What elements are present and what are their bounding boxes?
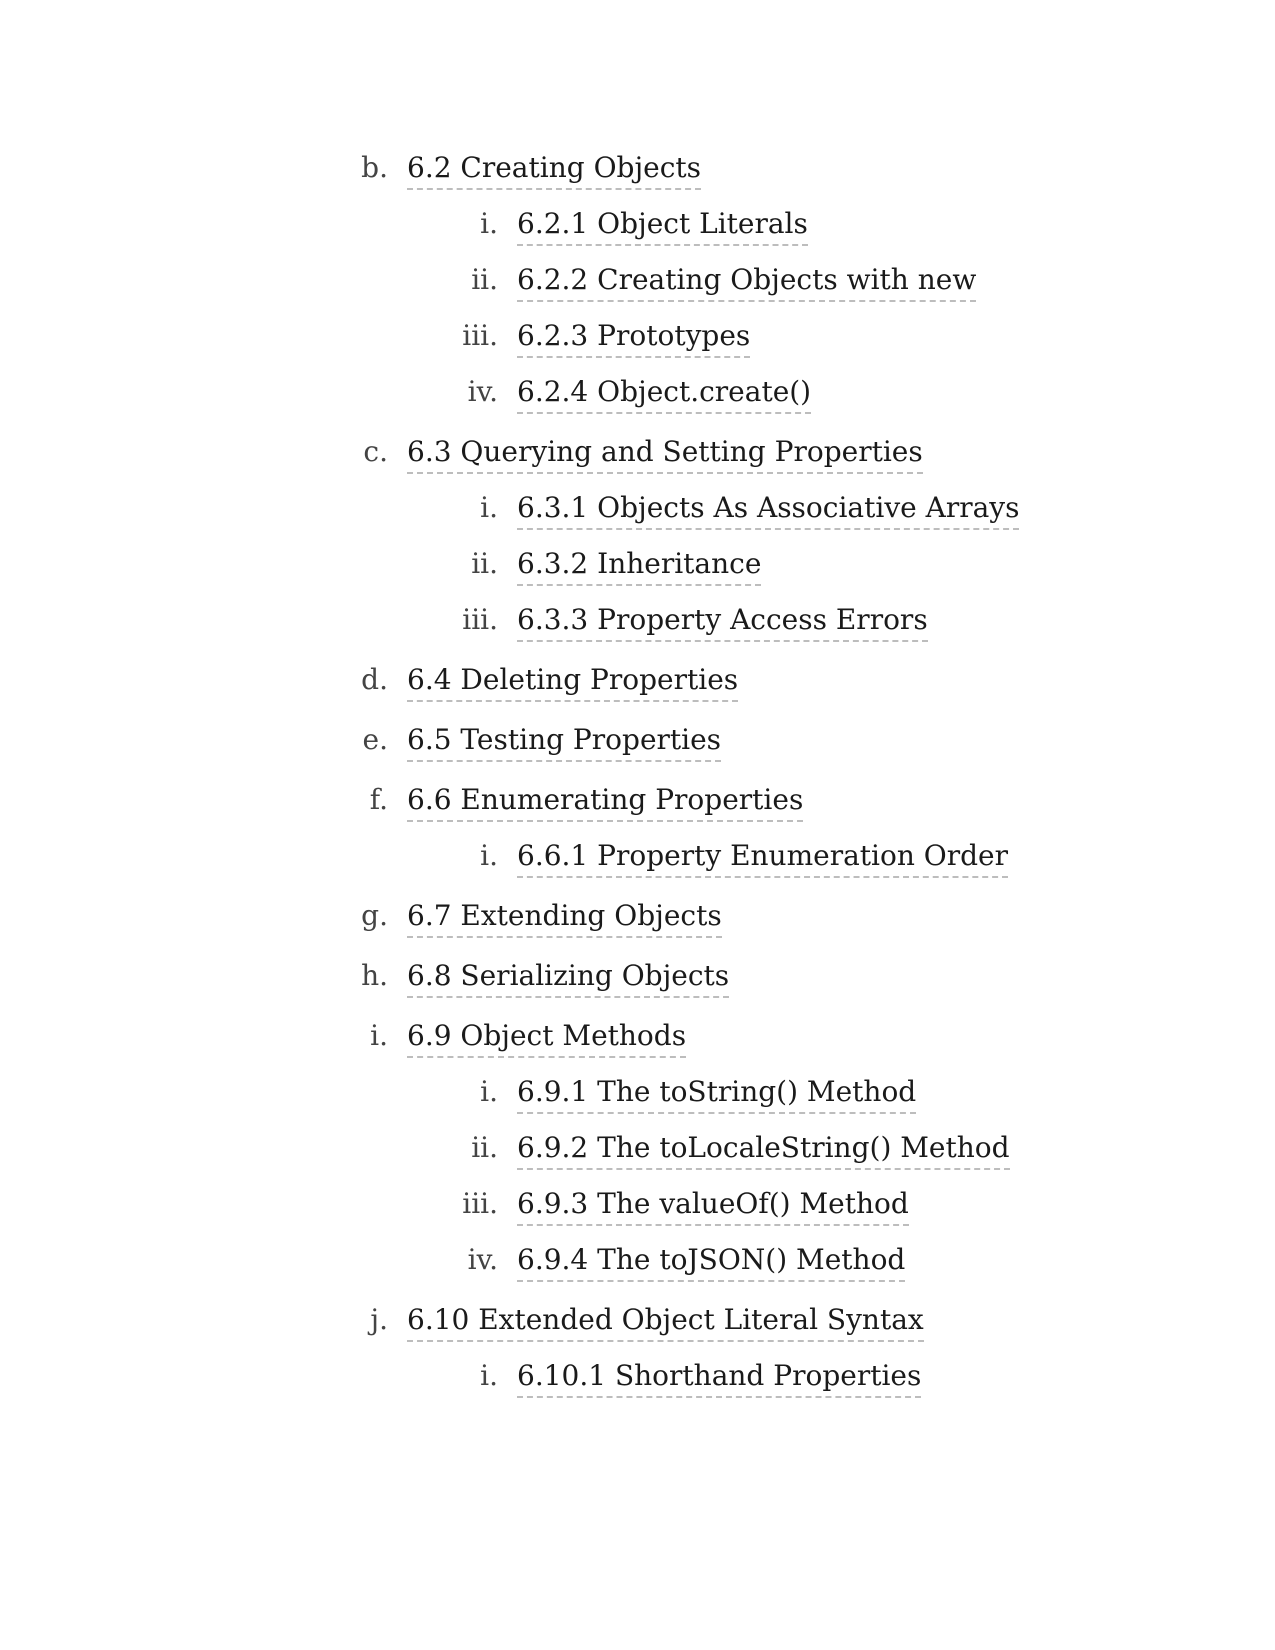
toc-link[interactable]: 6.9.3 The valueOf() Method <box>517 1186 909 1226</box>
list-marker: iii. <box>462 1187 498 1220</box>
toc-item <box>0 1302 1275 1358</box>
toc-link[interactable]: 6.10.1 Shorthand Properties <box>517 1358 921 1398</box>
toc-item <box>0 1018 1275 1074</box>
toc-item <box>0 546 1275 602</box>
toc-item <box>0 1358 1275 1414</box>
toc-item <box>0 434 1275 490</box>
toc-link[interactable]: 6.6 Enumerating Properties <box>407 782 803 822</box>
toc-link[interactable]: 6.9.2 The toLocaleString() Method <box>517 1130 1010 1170</box>
toc-link[interactable]: 6.2 Creating Objects <box>407 150 701 190</box>
toc-link[interactable]: 6.9.1 The toString() Method <box>517 1074 916 1114</box>
toc-item <box>0 318 1275 374</box>
toc-item <box>0 722 1275 778</box>
list-marker: ii. <box>471 263 498 296</box>
list-marker: d. <box>361 663 388 696</box>
toc-item <box>0 662 1275 718</box>
toc-item <box>0 262 1275 318</box>
toc-item <box>0 958 1275 1014</box>
toc-item <box>0 1242 1275 1298</box>
list-marker: j. <box>370 1303 388 1336</box>
list-marker: c. <box>363 435 388 468</box>
toc-link[interactable]: 6.8 Serializing Objects <box>407 958 729 998</box>
table-of-contents <box>0 146 1275 1414</box>
toc-item <box>0 602 1275 658</box>
toc-link[interactable]: 6.2.2 Creating Objects with new <box>517 262 976 302</box>
list-marker: ii. <box>471 1131 498 1164</box>
toc-link[interactable]: 6.2.3 Prototypes <box>517 318 750 358</box>
toc-item <box>0 150 1275 206</box>
list-marker: i. <box>480 1359 498 1392</box>
list-marker: iii. <box>462 319 498 352</box>
toc-item <box>0 1074 1275 1130</box>
toc-link[interactable]: 6.7 Extending Objects <box>407 898 722 938</box>
toc-link[interactable]: 6.10 Extended Object Literal Syntax <box>407 1302 924 1342</box>
list-marker: iv. <box>467 1243 498 1276</box>
toc-link[interactable]: 6.5 Testing Properties <box>407 722 721 762</box>
toc-link[interactable]: 6.3.2 Inheritance <box>517 546 761 586</box>
list-marker: i. <box>370 1019 388 1052</box>
list-marker: i. <box>480 839 498 872</box>
list-marker: i. <box>480 491 498 524</box>
toc-item <box>0 490 1275 546</box>
list-marker: e. <box>362 723 388 756</box>
toc-item <box>0 898 1275 954</box>
toc-item <box>0 782 1275 838</box>
list-marker: h. <box>361 959 388 992</box>
list-marker: ii. <box>471 547 498 580</box>
toc-link[interactable]: 6.9.4 The toJSON() Method <box>517 1242 905 1282</box>
toc-item <box>0 374 1275 430</box>
toc-link[interactable]: 6.3.3 Property Access Errors <box>517 602 928 642</box>
toc-link[interactable]: 6.3.1 Objects As Associative Arrays <box>517 490 1019 530</box>
toc-link[interactable]: 6.9 Object Methods <box>407 1018 686 1058</box>
list-marker: b. <box>361 151 388 184</box>
toc-link[interactable]: 6.2.4 Object.create() <box>517 374 811 414</box>
toc-link[interactable]: 6.2.1 Object Literals <box>517 206 808 246</box>
toc-link[interactable]: 6.3 Querying and Setting Properties <box>407 434 923 474</box>
list-marker: i. <box>480 1075 498 1108</box>
list-marker: f. <box>369 783 388 816</box>
list-marker: iii. <box>462 603 498 636</box>
toc-item <box>0 206 1275 262</box>
toc-item <box>0 838 1275 894</box>
toc-link[interactable]: 6.6.1 Property Enumeration Order <box>517 838 1008 878</box>
toc-item <box>0 1186 1275 1242</box>
list-marker: g. <box>361 899 388 932</box>
toc-item <box>0 1130 1275 1186</box>
list-marker: iv. <box>467 375 498 408</box>
list-marker: i. <box>480 207 498 240</box>
toc-link[interactable]: 6.4 Deleting Properties <box>407 662 738 702</box>
